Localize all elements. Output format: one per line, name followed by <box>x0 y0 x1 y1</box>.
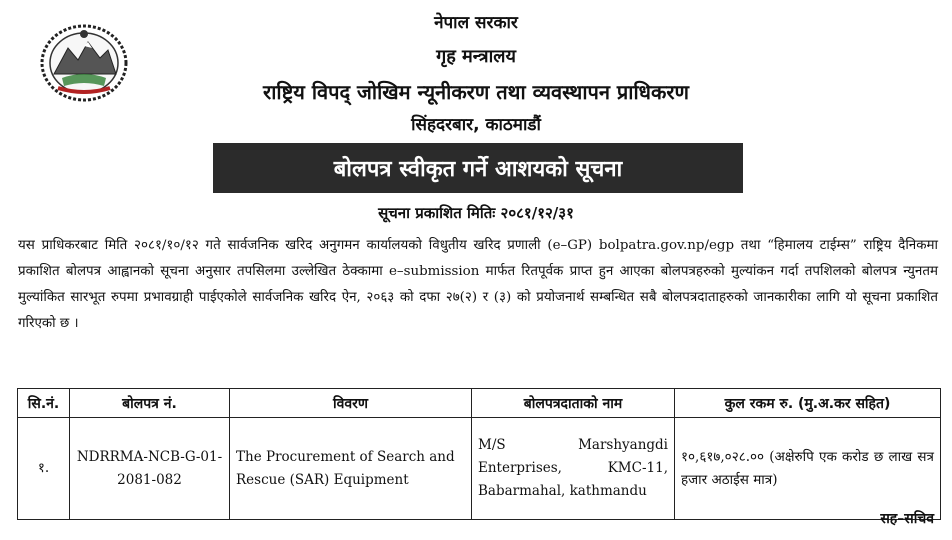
government-name: नेपाल सरकार <box>434 13 518 33</box>
header-serial: सि.नं. <box>18 389 70 418</box>
cell-serial: १. <box>18 418 70 520</box>
notice-body: यस प्राधिकरबाट मिति २०८१/१०/१२ गते सार्वजनिक खरिद अनुगमन कार्यालयको विधुतीय खरिद प्रणाली (e–GP) bolpatra.gov.np/egp तथा “हिमालय टाईम्स” राष्ट्रिय दैनिकमा प्रकाशित बोलपत्र आह्वानको सूचना अनुसार तपसिलमा उल्लेखित ठेक्कामा e–submission मार्फत रितपूर्वक प्राप्त हुन आएका बोलपत्रहरुको मुल्यांकन गर्दा तपशिलको बोलपत्र न्युनतम मुल्यांकित सारभूत रुपमा प्रभावग्राही पाईएकोले सार्वजनिक खरिद ऐन, २०६३ को दफा २७(२) र (३) को प्रयोजनार्थ सम्बन्धित सबै बोलपत्रदाताहरुको जानकारीका लागि यो सूचना प्रकाशित गरिएको छ । <box>18 238 938 331</box>
authority-name: राष्ट्रिय विपद् जोखिम न्यूनीकरण तथा व्यवस्थापन प्राधिकरण <box>263 80 689 104</box>
cell-amount: १०,६१७,०२८.०० (अक्षेरुपि एक करोड छ लाख सत्र हजार अठाईस मात्र) <box>675 418 941 520</box>
bid-table <box>17 388 941 520</box>
cell-description: The Procurement of Search and Rescue (SAR) Equipment <box>230 418 472 520</box>
published-date: सूचना प्रकाशित मितिः २०८१/१२/३१ <box>378 204 574 222</box>
header-description: विवरण <box>230 389 472 418</box>
table-header-row <box>18 389 941 418</box>
notice-title: बोलपत्र स्वीकृत गर्ने आशयको सूचना <box>213 143 743 193</box>
table-row <box>18 418 941 520</box>
header-total-amount: कुल रकम रु. (मु.अ.कर सहित) <box>675 389 941 418</box>
office-address: सिंहदरबार, काठमाडौं <box>411 115 541 135</box>
cell-bid-no: NDRRMA-NCB-G-01-2081-082 <box>70 418 230 520</box>
header-bid-no: बोलपत्र नं. <box>70 389 230 418</box>
cell-bidder: M/S Marshyangdi Enterprises, KMC-11, Babarmahal, kathmandu <box>472 418 675 520</box>
signature-designation: सह–सचिव <box>880 511 934 527</box>
header-bidder-name: बोलपत्रदाताको नाम <box>472 389 675 418</box>
ministry-name: गृह मन्त्रालय <box>436 46 516 67</box>
